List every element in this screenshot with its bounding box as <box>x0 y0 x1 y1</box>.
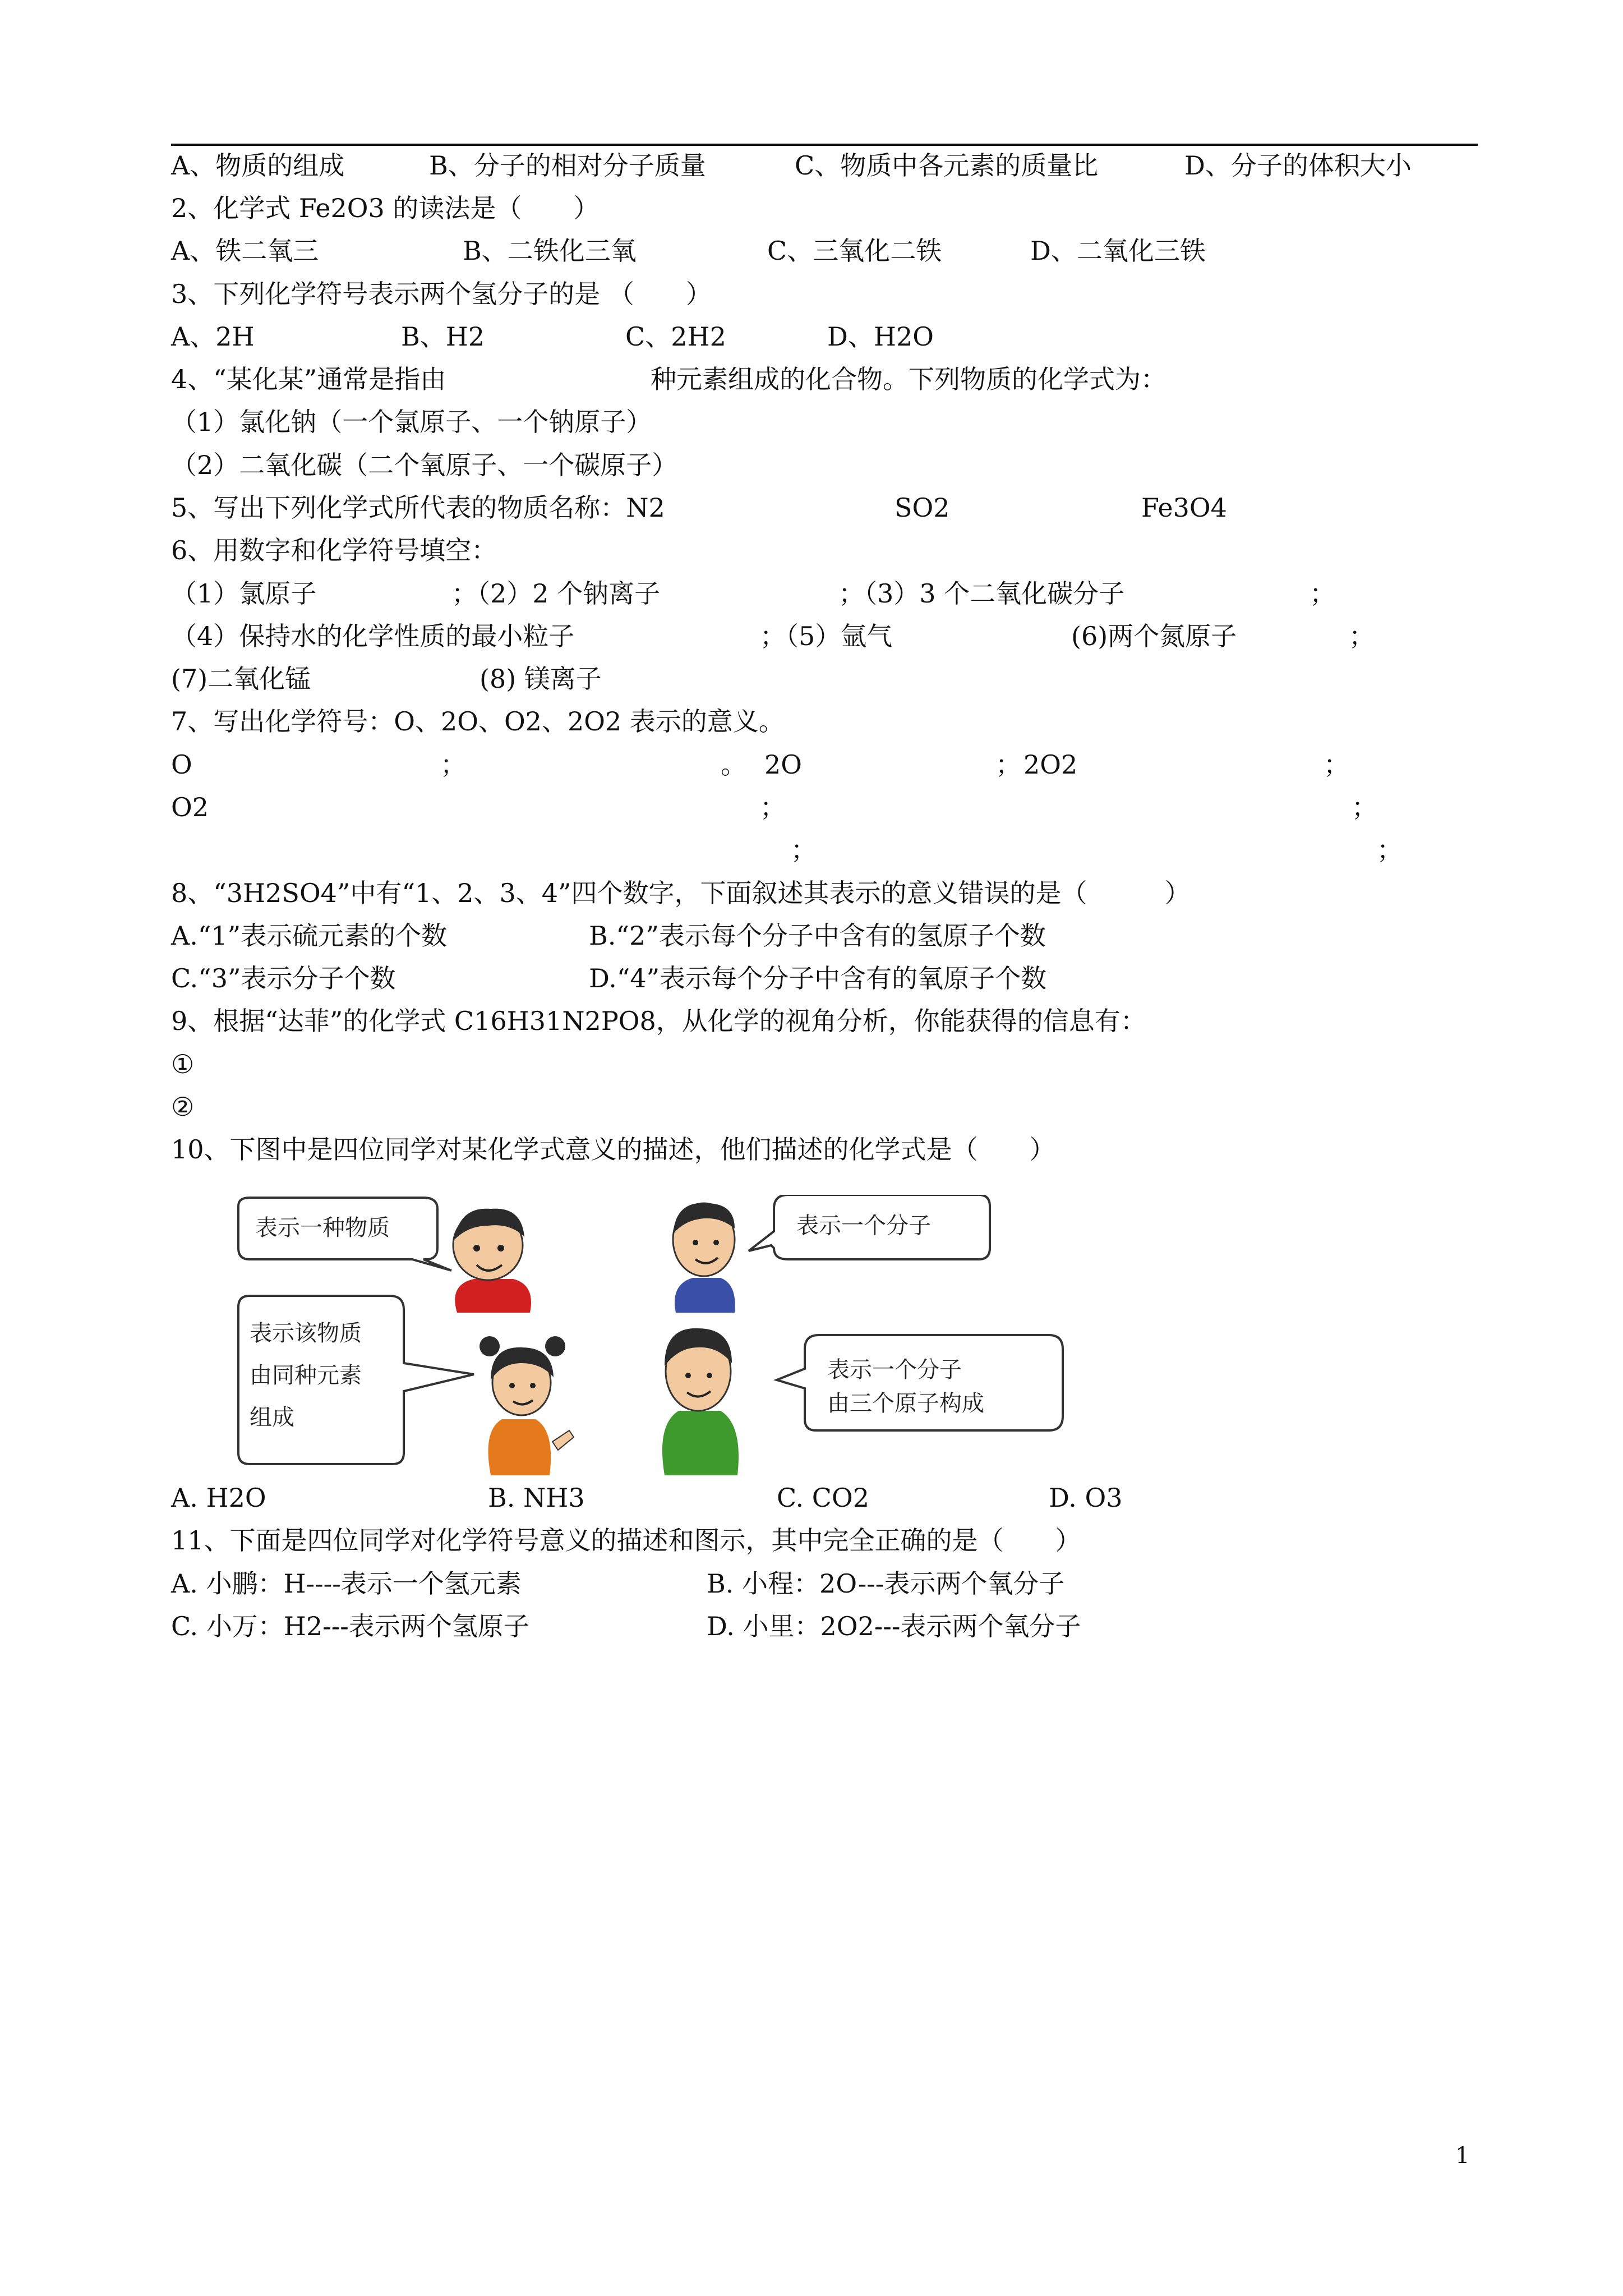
q7-semi-5: ； <box>1352 792 1377 822</box>
bubble-1-text: 表示一种物质 <box>255 1215 390 1241</box>
q9-marker-2: ② <box>171 1092 195 1122</box>
q10-option-d: D. O3 <box>1049 1483 1123 1513</box>
q2-option-b: B、二铁化三氧 <box>463 236 637 266</box>
q1-option-d: D、分子的体积大小 <box>1184 150 1412 181</box>
q4-stem-a: 4、“某化某”通常是指由 <box>171 364 446 394</box>
boy-green-shirt-illustration <box>662 1328 739 1475</box>
q7-semi-3: ； <box>1324 749 1349 780</box>
q2-option-c: C、三氧化二铁 <box>767 236 942 266</box>
q1-option-a: A、物质的组成 <box>171 150 345 181</box>
boy-red-shirt-illustration <box>453 1209 531 1313</box>
q3-option-c: C、2H2 <box>625 321 726 352</box>
q6-r3-a: (7)二氧化锰 <box>171 664 311 694</box>
q7-semi-6: ； <box>791 835 817 865</box>
bubble-3-line-2: 由同种元素 <box>250 1363 362 1388</box>
q5-so2: SO2 <box>895 493 950 523</box>
q7-semi-7: ； <box>1377 835 1403 865</box>
q4-item-1: （1）氯化钠（一个氯原子、一个钠原子） <box>171 407 652 437</box>
q7-2o2-label: 2O2 <box>1023 749 1078 780</box>
bubble-4-line-1: 表示一个分子 <box>827 1357 962 1383</box>
q7-semi-2: ； <box>995 749 1021 780</box>
red-shirt <box>455 1279 531 1313</box>
q8-option-c: C.“3”表示分子个数 <box>171 963 396 993</box>
q11-option-c: C. 小万：H2---表示两个氢原子 <box>171 1611 529 1641</box>
q7-stem: 7、写出化学符号：O、2O、O2、2O2 表示的意义。 <box>171 706 785 737</box>
q6-r1-b: ；（2）2 个钠离子 <box>451 578 661 609</box>
page-number: 1 <box>1455 2143 1470 2169</box>
q7-semi-4: ； <box>760 792 786 822</box>
q6-r3-b: (8) 镁离子 <box>479 664 602 694</box>
blue-shirt <box>675 1278 735 1313</box>
bubble-3-line-1: 表示该物质 <box>250 1320 362 1346</box>
q2-stem: 2、化学式 Fe2O3 的读法是（ ） <box>171 193 600 223</box>
q10-option-a: A. H2O <box>171 1483 266 1513</box>
q6-r1-c: ；（3）3 个二氧化碳分子 <box>838 578 1125 609</box>
q5-stem: 5、写出下列化学式所代表的物质名称：N2 <box>171 493 665 523</box>
q10-option-b: B. NH3 <box>488 1483 585 1513</box>
q4-stem-b: 种元素组成的化合物。下列物质的化学式为： <box>651 364 1166 394</box>
q10-option-c: C. CO2 <box>777 1483 869 1513</box>
q8-option-b: B.“2”表示每个分子中含有的氢原子个数 <box>589 921 1046 951</box>
q10-stem: 10、下图中是四位同学对某化学式意义的描述，他们描述的化学式是（ ） <box>171 1134 1055 1165</box>
q3-stem: 3、下列化学符号表示两个氢分子的是 （ ） <box>171 279 712 309</box>
speech-bubble-1 <box>238 1198 451 1271</box>
q11-stem: 11、下面是四位同学对化学符号意义的描述和图示，其中完全正确的是（ ） <box>171 1525 1081 1556</box>
q4-item-2: （2）二氧化碳（二个氧原子、一个碳原子） <box>171 450 678 480</box>
q1-option-b: B、分子的相对分子质量 <box>429 150 706 181</box>
speech-bubble-4 <box>777 1335 1063 1430</box>
bubble-2-text: 表示一个分子 <box>796 1213 931 1239</box>
speech-bubble-3 <box>238 1296 474 1464</box>
header-rule <box>171 144 1478 146</box>
q8-option-a: A.“1”表示硫元素的个数 <box>171 921 448 951</box>
q9-marker-1: ① <box>171 1049 195 1079</box>
boy-blue-shirt-illustration <box>673 1203 735 1313</box>
q3-option-b: B、H2 <box>401 321 485 352</box>
q6-r1-d: ； <box>1310 578 1335 609</box>
q7-semi-1: ； <box>440 749 466 780</box>
q6-r2-a: （4）保持水的化学性质的最小粒子 <box>171 621 575 651</box>
q3-option-d: D、H2O <box>827 321 934 352</box>
bubble-4-line-2: 由三个原子构成 <box>827 1391 984 1416</box>
q7-period: 。 <box>721 749 746 780</box>
q6-r2-d: ； <box>1349 621 1375 651</box>
q8-stem: 8、“3H2SO4”中有“1、2、3、4”四个数字，下面叙述其表示的意义错误的是（ ） <box>171 878 1191 908</box>
q11-options-row-2 <box>171 1609 1081 1744</box>
q7-o2-label: O2 <box>171 792 209 822</box>
speech-bubble-2 <box>749 1195 990 1259</box>
q11-option-d: D. 小里：2O2---表示两个氧分子 <box>707 1611 1081 1641</box>
q11-option-b: B. 小程：2O---表示两个氧分子 <box>707 1568 1065 1599</box>
q5-fe3o4: Fe3O4 <box>1141 493 1227 523</box>
q10-figure <box>227 1195 1147 1478</box>
girl-orange-shirt-illustration <box>479 1336 574 1475</box>
green-shirt <box>662 1411 739 1475</box>
q6-r1-a: （1）氯原子 <box>171 578 317 609</box>
q6-stem: 6、用数字和化学符号填空： <box>171 535 497 565</box>
q2-option-d: D、二氧化三铁 <box>1030 236 1206 266</box>
orange-shirt <box>488 1419 551 1475</box>
q1-option-c: C、物质中各元素的质量比 <box>795 150 1099 181</box>
q7-o-label: O <box>171 749 192 780</box>
q2-option-a: A、铁二氧三 <box>171 236 319 266</box>
q6-r2-c: (6)两个氮原子 <box>1071 621 1237 651</box>
q9-stem: 9、根据“达菲”的化学式 C16H31N2PO8，从化学的视角分析，你能获得的信息有： <box>171 1006 1146 1036</box>
q8-option-d: D.“4”表示每个分子中含有的氧原子个数 <box>589 963 1047 993</box>
q11-option-a: A. 小鹏：H----表示一个氢元素 <box>171 1568 522 1599</box>
q7-2o-label: 2O <box>764 749 802 780</box>
bubble-3-line-3: 组成 <box>250 1405 294 1430</box>
q6-r2-b: ；（5）氩气 <box>760 621 893 651</box>
q3-option-a: A、2H <box>171 321 255 352</box>
